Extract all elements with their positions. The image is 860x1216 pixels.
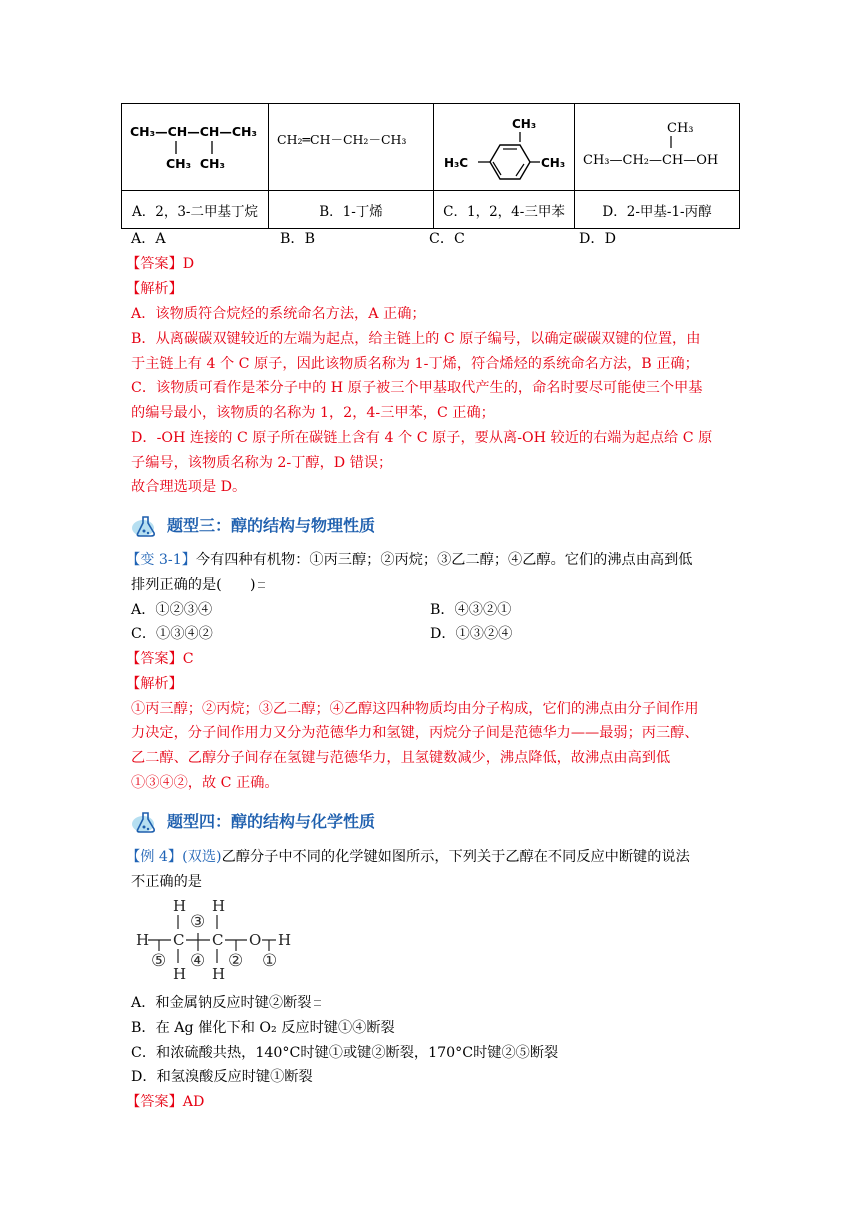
- q1-choice-d: D．D: [579, 231, 616, 247]
- section4-question-line2: 不正确的是: [131, 874, 202, 890]
- structure-c-top: CH₃: [512, 117, 537, 131]
- structure-a-line1: CH₃—CH—CH—CH₃: [130, 124, 257, 139]
- atom-h-bottom1: H: [173, 965, 187, 983]
- structure-c: [434, 104, 575, 191]
- caption-a: A．2，3-二甲基丁烷: [122, 191, 269, 229]
- bond-label-1: ①: [262, 951, 278, 971]
- section3-question-line1: [126, 550, 693, 570]
- section4-choice-b: B．在 Ag 催化下和 O₂ 反应时键①④断裂: [131, 1020, 395, 1036]
- atom-h-right: H: [278, 931, 292, 949]
- atom-h-bottom2: H: [212, 965, 226, 983]
- section3-heading: [131, 514, 375, 538]
- section3-analysis-line: ①③④②，故 C 正确。: [131, 775, 279, 791]
- caption-b: B．1-丁烯: [269, 191, 434, 229]
- structure-d-top: CH₃: [667, 121, 694, 136]
- structure-b: [269, 104, 434, 191]
- caption-d: D．2-甲基-1-丙醇: [575, 191, 740, 229]
- flask-icon: [131, 810, 159, 834]
- q1-analysis-line: C．该物质可看作是苯分子中的 H 原子被三个甲基取代产生的，命名时要尽可能使三个甲基: [131, 380, 703, 396]
- ethanol-bond-diagram: [131, 895, 311, 985]
- section4-choice-d: D．和氢溴酸反应时键①断裂: [131, 1069, 313, 1085]
- q1-analysis-line: D．-OH 连接的 C 原子所在碳链上含有 4 个 C 原子，要从离-OH 较近的右端为起点给 C 原: [131, 430, 713, 446]
- atom-o: O: [249, 931, 262, 949]
- q1-answer: 【答案】D: [126, 256, 195, 272]
- edit-mark-icon: [258, 582, 265, 588]
- section3-question-text2: 排列正确的是( ): [131, 577, 256, 593]
- section3-title: 题型三：醇的结构与物理性质: [167, 516, 376, 535]
- section3-analysis-line: 乙二醇、乙醇分子间存在氢键与范德华力，且氢键数减少，沸点降低，故沸点由高到低: [131, 750, 671, 766]
- q1-choice-c: C．C: [429, 231, 465, 247]
- q1-analysis-line: 故合理选项是 D。: [131, 479, 247, 495]
- section3-answer: 【答案】C: [126, 651, 194, 667]
- caption-c: C．1，2，4-三甲苯: [434, 191, 575, 229]
- section4-tag2: (双选): [182, 849, 222, 865]
- section3-question-text: 今有四种有机物：①丙三醇；②丙烷；③乙二醇；④乙醇。它们的沸点由高到低: [195, 552, 693, 568]
- structure-a: [122, 104, 269, 191]
- atom-h-top2: H: [212, 897, 226, 915]
- atom-c1: C: [173, 931, 185, 949]
- structure-d: [575, 104, 740, 191]
- atom-h-top1: H: [173, 897, 187, 915]
- q1-analysis-line: 于主链上有 4 个 C 原子，因此该物质名称为 1-丁烯，符合烯烃的系统命名方法，B 正确；: [131, 356, 699, 372]
- q1-choice-b: B．B: [280, 231, 316, 247]
- structure-table: [121, 103, 740, 229]
- section3-question-line2: [131, 575, 265, 595]
- flask-icon: [131, 514, 159, 538]
- q1-choice-a: A．A: [131, 231, 166, 247]
- section4-choice-a-text: A．和金属钠反应时键②断裂: [131, 995, 312, 1011]
- edit-mark-icon: [314, 1000, 321, 1006]
- section4-choice-c: C．和浓硫酸共热，140°C时键①或键②断裂，170°C时键②⑤断裂: [131, 1045, 559, 1061]
- q1-analysis-line: 子编号，该物质名称为 2-丁醇，D 错误；: [131, 455, 393, 471]
- section4-question-line1: [126, 847, 690, 867]
- structure-a-line2: CH₃ CH₃: [166, 156, 225, 171]
- q1-analysis-line: 的编号最小，该物质的名称为 1，2，4-三甲苯，C 正确；: [131, 405, 495, 421]
- section3-tag: 【变 3-1】: [126, 552, 196, 568]
- section3-choice-d: D．①③②④: [430, 626, 513, 642]
- bond-label-4: ④: [190, 951, 206, 971]
- structure-c-right: CH₃: [541, 156, 566, 170]
- structure-c-left: H₃C: [444, 156, 469, 170]
- section4-choice-a: [131, 993, 321, 1013]
- structure-d-main: CH₃—CH₂—CH—OH: [583, 153, 719, 168]
- bond-label-2: ②: [228, 951, 244, 971]
- q1-analysis-line: A．该物质符合烷烃的系统命名方法，A 正确；: [131, 306, 426, 322]
- structure-b-formula: CH₂═CH－CH₂－CH₃: [277, 132, 407, 147]
- section4-answer: 【答案】AD: [126, 1094, 205, 1110]
- section3-analysis-line: 力决定，分子间作用力又分为范德华力和氢键，丙烷分子间是范德华力——最弱；丙三醇、: [131, 725, 699, 741]
- bond-label-3: ③: [190, 912, 206, 932]
- section3-analysis-line: ①丙三醇；②丙烷；③乙二醇；④乙醇这四种物质均由分子构成，它们的沸点由分子间作用: [131, 701, 699, 717]
- section3-choice-b: B．④③②①: [430, 602, 512, 618]
- bond-label-5: ⑤: [151, 951, 167, 971]
- atom-h-left: H: [136, 931, 150, 949]
- q1-analysis-line: B．从离碳碳双键较近的左端为起点，给主链上的 C 原子编号，以确定碳碳双键的位置，由: [131, 331, 701, 347]
- q1-analysis-label: 【解析】: [126, 281, 183, 297]
- section4-heading: [131, 810, 375, 834]
- section3-choice-c: C．①③④②: [131, 626, 213, 642]
- section4-tag: 【例 4】: [126, 849, 183, 865]
- section4-question-text: 乙醇分子中不同的化学键如图所示，下列关于乙醇在不同反应中断键的说法: [221, 849, 690, 865]
- section3-analysis-label: 【解析】: [126, 676, 183, 692]
- section3-choice-a: A．①②③④: [131, 602, 213, 618]
- atom-c2: C: [212, 931, 224, 949]
- section4-title: 题型四：醇的结构与化学性质: [167, 812, 376, 831]
